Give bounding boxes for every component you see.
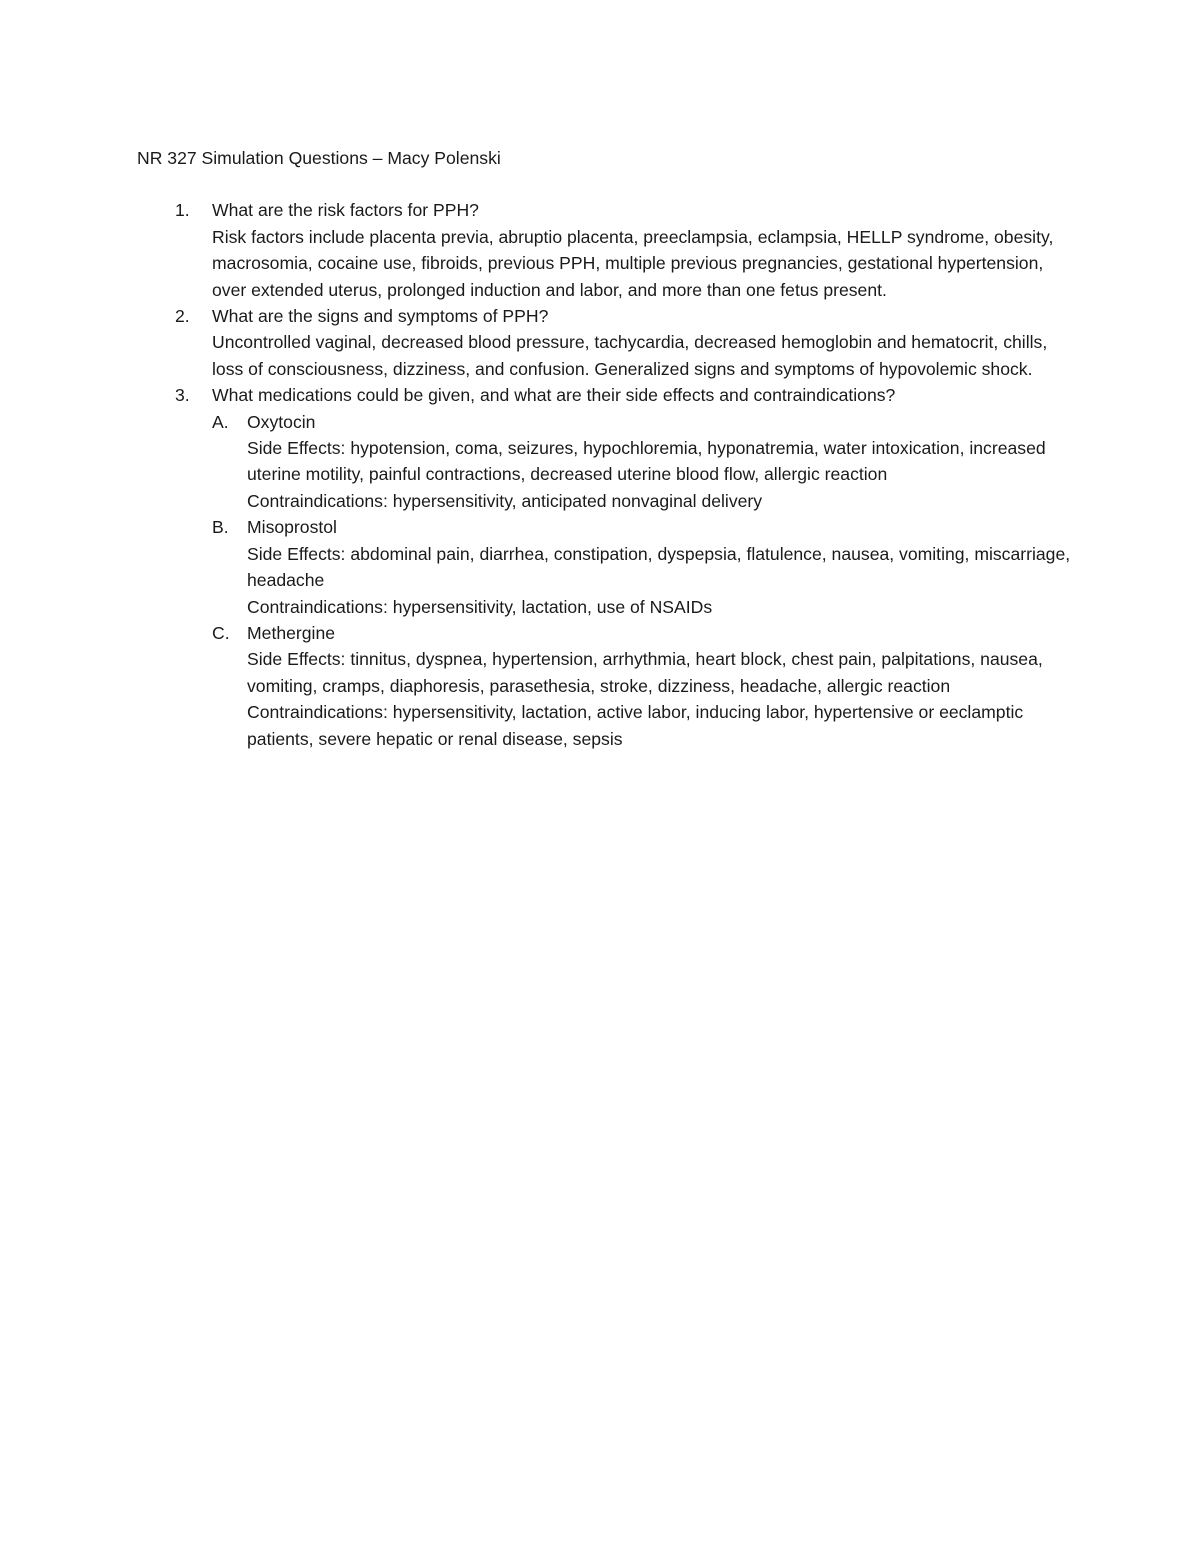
question-text: What are the signs and symptoms of PPH?	[212, 306, 549, 327]
medication-list	[212, 409, 1077, 752]
question-item-3	[137, 382, 1077, 752]
medication-letter: A.	[212, 411, 229, 432]
answer-text: Uncontrolled vaginal, decreased blood pressure, tachycardia, decreased hemoglobin and hematocrit, chills, loss of consciousness, dizziness, and confusion. Generalized signs and symptoms of hypovolemic shock.	[212, 332, 1048, 379]
question-number: 1.	[175, 200, 190, 221]
medication-letter: C.	[212, 622, 230, 643]
contraindications-text: Contraindications: hypersensitivity, lactation, active labor, inducing labor, hypertensive or eeclamptic patients, severe hepatic or renal disease, sepsis	[247, 702, 1024, 749]
question-number: 2.	[175, 306, 190, 327]
medication-item-misoprostol	[212, 514, 1077, 620]
medication-letter: B.	[212, 517, 229, 538]
contraindications-text: Contraindications: hypersensitivity, lactation, use of NSAIDs	[247, 596, 713, 617]
side-effects-text: Side Effects: tinnitus, dyspnea, hypertension, arrhythmia, heart block, chest pain, palpitations, nausea, vomiting, cramps, diaphoresis, parasethesia, stroke, dizziness, headache, allergic reaction	[247, 649, 1043, 696]
side-effects-text: Side Effects: abdominal pain, diarrhea, constipation, dyspepsia, flatulence, nausea, vomiting, miscarriage, headache	[247, 543, 1071, 591]
medication-name: Oxytocin	[247, 411, 316, 432]
medication-name: Methergine	[247, 622, 336, 643]
question-list	[137, 197, 1077, 752]
medication-name: Misoprostol	[247, 517, 337, 538]
question-text: What medications could be given, and what are their side effects and contraindications?	[212, 385, 896, 406]
question-number: 3.	[175, 385, 190, 406]
question-text: What are the risk factors for PPH?	[212, 200, 479, 221]
answer-text: Risk factors include placenta previa, abruptio placenta, preeclampsia, eclampsia, HELLP syndrome, obesity, macrosomia, cocaine use, fibroids, previous PPH, multiple previous pregnancies, gestational hypertension, over extended uterus, prolonged induction and labor, and more than one fetus present.	[212, 226, 1054, 300]
document-title: NR 327 Simulation Questions – Macy Polenski	[137, 148, 501, 168]
question-item-1	[137, 197, 1077, 303]
question-item-2	[137, 303, 1077, 382]
side-effects-text: Side Effects: hypotension, coma, seizures, hypochloremia, hyponatremia, water intoxication, increased uterine motility, painful contractions, decreased uterine blood flow, allergic reaction	[247, 438, 1046, 485]
contraindications-text: Contraindications: hypersensitivity, anticipated nonvaginal delivery	[247, 490, 763, 511]
medication-item-oxytocin	[212, 409, 1077, 515]
medication-item-methergine	[212, 620, 1077, 752]
document-body	[137, 145, 1077, 752]
